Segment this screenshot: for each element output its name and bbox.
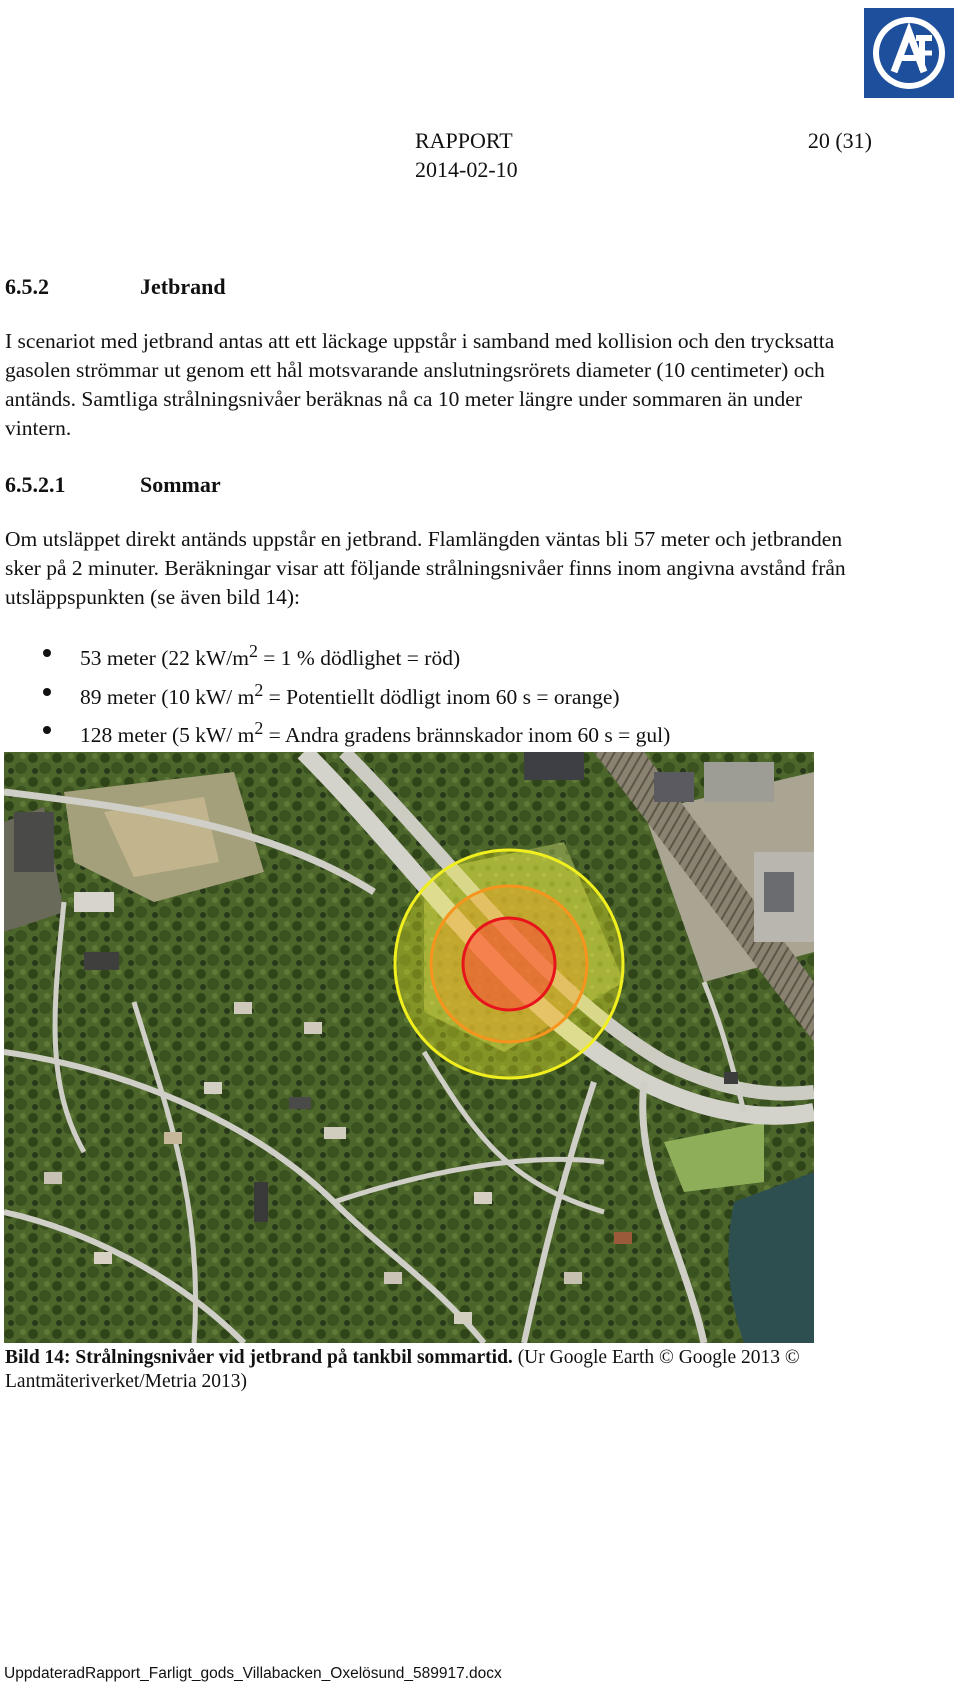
- aerial-map-figure: [4, 752, 814, 1343]
- document-type: RAPPORT: [415, 128, 513, 153]
- caption-title: Bild 14: Strålningsnivåer vid jetbrand på tankbil sommartid.: [5, 1347, 513, 1368]
- section-heading: [5, 272, 226, 301]
- intro-paragraph: I scenariot med jetbrand antas att ett läckage uppstår i samband med kollision och den trycksatta gasolen strömmar ut genom ett hål motsvarande anslutningsrörets diameter (10 centimeter) och antänds. Samtliga strålningsnivåer beräknas nå ca 10 meter längre under sommaren än under vintern.: [5, 329, 835, 440]
- aerial-map: [4, 752, 814, 1343]
- subsection-title: Sommar: [140, 472, 221, 497]
- footer-filename: UppdateradRapport_Farligt_gods_Villabacken_Oxelösund_589917.docx: [4, 1665, 502, 1682]
- page-number: 20 (31): [807, 128, 872, 153]
- caption-credit: (Ur Google Earth © Google 2013 © Lantmäteriverket/Metria 2013): [5, 1347, 800, 1392]
- list-item: 53 meter (22 $kW/m^2 = 1$ % dödlighet = röd): [0, 636, 670, 675]
- section-number: 6.5.2: [5, 274, 49, 299]
- subsection-paragraph: Om utsläppet direkt antänds uppstår en jetbrand. Flamlängden väntas bli 57 meter och jetbranden sker på 2 minuter. Beräkningar visar att följande strålningsnivåer finns inom angivna avstånd från utsläppspunkten (se även bild 14):: [5, 527, 846, 609]
- list-item: 89 meter (10 kW/ $m^2$ = Potentiellt dödligt inom 60 s = orange): [0, 675, 670, 714]
- subsection-number: 6.5.2.1: [5, 472, 66, 497]
- list-item: 128 meter (5 kW/ $m^2$ = Andra gradens brännskador inom 60 s = gul): [0, 713, 670, 752]
- document-header: [415, 126, 518, 184]
- company-logo: [864, 8, 954, 98]
- subsection-heading: [5, 470, 221, 499]
- document-date: 2014-02-10: [415, 157, 518, 182]
- radiation-zones: [395, 850, 623, 1078]
- zone-red-53m: [463, 918, 555, 1010]
- figure-caption: [5, 1346, 845, 1394]
- section-title: Jetbrand: [140, 274, 226, 299]
- radiation-levels-list: [0, 636, 670, 752]
